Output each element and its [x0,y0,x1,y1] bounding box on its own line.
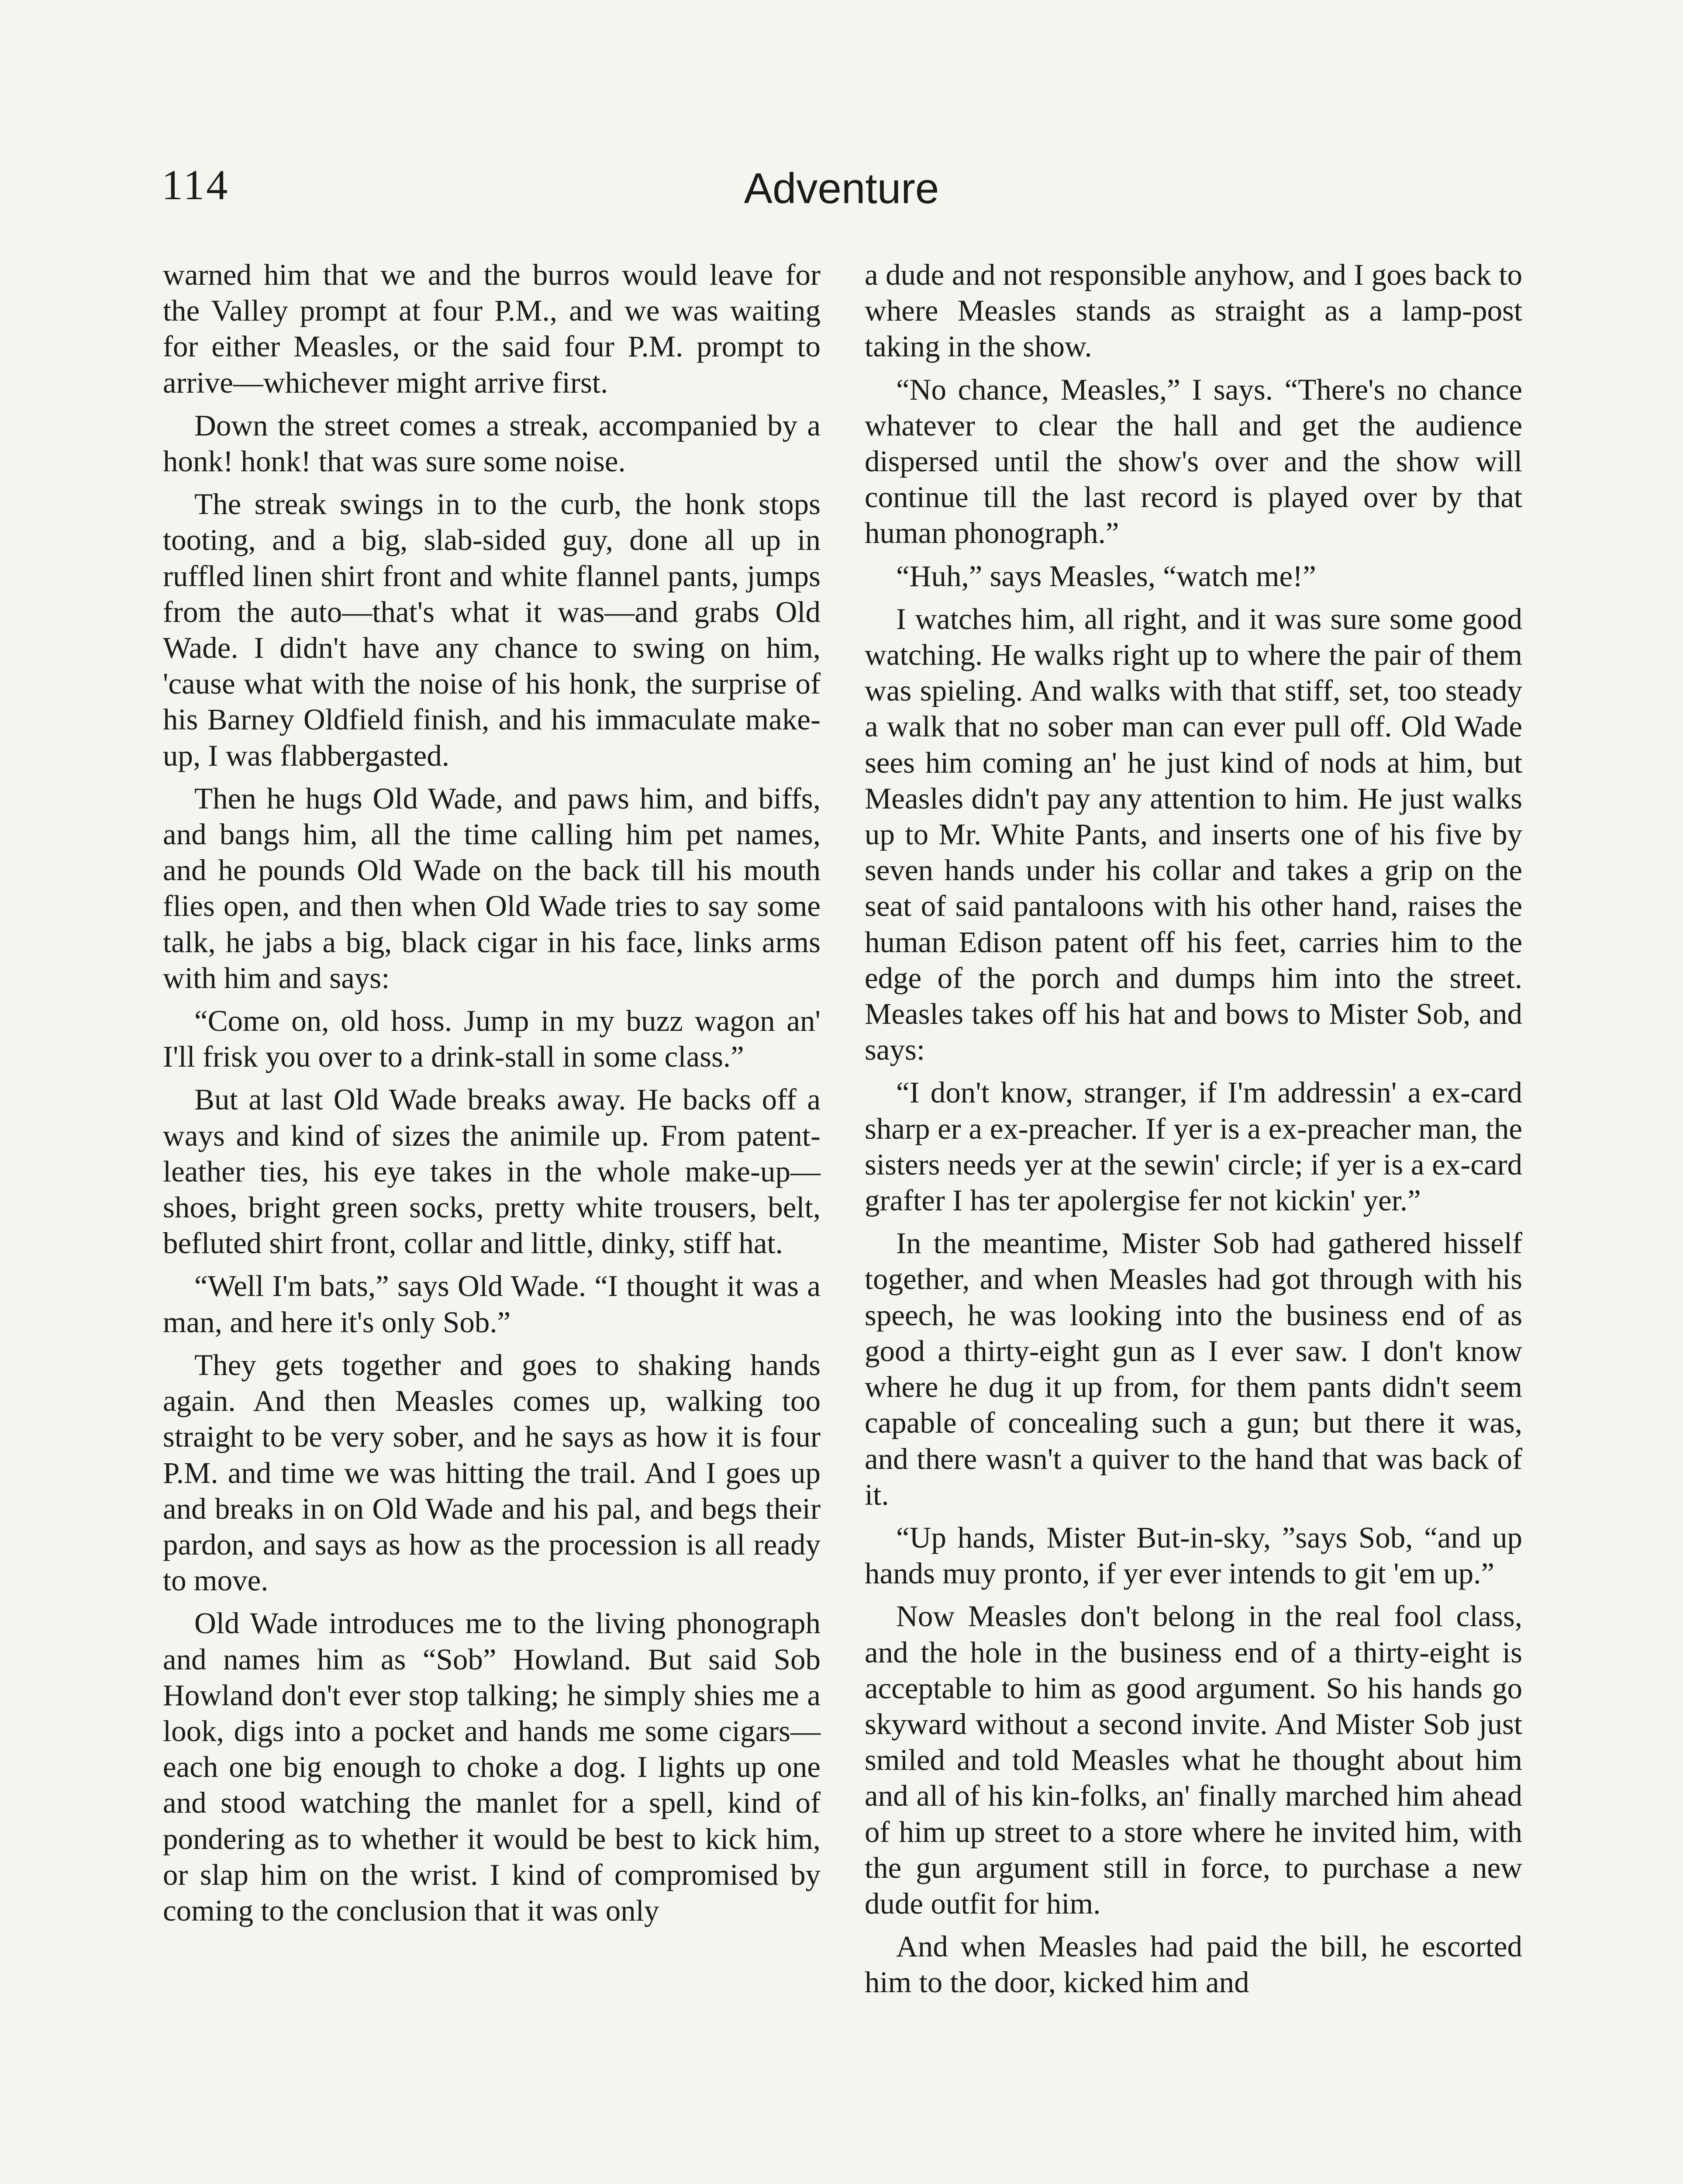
page-number: 114 [162,162,230,209]
paragraph: warned him that we and the burros would leave for the Valley prompt at four P.M., and we was waiting for either Measles, or the said four P.M. prompt to arrive—whichever might arrive first. [163,258,821,399]
paragraph: But at last Old Wade breaks away. He backs off a ways and kind of sizes the animile up. From patent-leather ties, his eye takes in the whole make-up—shoes, bright green socks, pretty white trousers, belt, befluted shirt front, collar and little, dinky, stiff hat. [163,1083,821,1260]
paragraph: “Come on, old hoss. Jump in my buzz wagon an' I'll frisk you over to a drink-stall in some class.” [163,1004,821,1074]
paragraph: The streak swings in to the curb, the honk stops tooting, and a big, slab-sided guy, done all up in ruffled linen shirt front and white flannel pants, jumps from the auto—that's what it was—and grabs Old Wade. I didn't have any chance to swing on him, 'cause what with the noise of his honk, the surprise of his Barney Oldfield finish, and his immaculate make-up, I was flabbergasted. [163,487,821,772]
paragraph: And when Measles had paid the bill, he escorted him to the door, kicked him and [865,1930,1522,1999]
paragraph: a dude and not responsible anyhow, and I goes back to where Measles stands as straight as a lamp-post taking in the show. [865,258,1522,363]
paragraph: Now Measles don't belong in the real fool class, and the hole in the business end of a thirty-eight is acceptable to him as good argument. So his hands go skyward without a second invite. And Mister Sob just smiled and told Measles what he thought about him and all of his kin-folks, an' finally marched him ahead of him up street to a store where he invited him, with the gun argument still in force, to purchase a new dude outfit for him. [865,1600,1522,1920]
paragraph: In the meantime, Mister Sob had gathered hisself together, and when Measles had got through with his speech, he was looking into the business end of as good a thirty-eight gun as I ever saw. I don't know where he dug it up from, for them pants didn't seem capable of concealing such a gun; but there it was, and there wasn't a quiver to the hand that was back of it. [865,1227,1522,1511]
paragraph: “No chance, Measles,” I says. “There's no chance whatever to clear the hall and get the audience dispersed until the show's over and the show will continue till the last record is played over by that human phonograph.” [865,373,1522,550]
paragraph: “Huh,” says Measles, “watch me!” [896,559,1316,593]
left-column [163,257,821,1928]
paragraph: They gets together and goes to shaking hands again. And then Measles comes up, walking too straight to be very sober, and he says as how it is four P.M. and time we was hitting the trail. And I goes up and breaks in on Old Wade and his pal, and begs their pardon, and says as how as the procession is all ready to move. [163,1348,821,1597]
paragraph: I watches him, all right, and it was sure some good watching. He walks right up to where the pair of them was spieling. And walks with that stiff, set, too steady a walk that no sober man can ever pull off. Old Wade sees him coming an' he just kind of nods at him, but Measles didn't pay any attention to him. He just walks up to Mr. White Pants, and inserts one of his five by seven hands under his collar and takes a grip on the seat of said pantaloons with his other hand, raises the human Edison patent off his feet, carries him to the edge of the porch and dumps him into the street. Measles takes off his hat and bows to Mister Sob, and says: [865,602,1522,1067]
paragraph: Then he hugs Old Wade, and paws him, and biffs, and bangs him, all the time calling him pet names, and he pounds Old Wade on the back till his mouth flies open, and then when Old Wade tries to say some talk, he jabs a big, black cigar in his face, links arms with him and says: [163,781,821,995]
paragraph: Down the street comes a streak, accompanied by a honk! honk! that was sure some noise. [163,408,821,478]
paragraph: “I don't know, stranger, if I'm addressin' a ex-card sharp er a ex-preacher. If yer is a ex-preacher man, the sisters needs yer at the sewin' circle; if yer is a ex-card grafter I has ter apolergise fer not kickin' yer.” [865,1076,1522,1217]
right-column [865,257,1522,2001]
paragraph: Old Wade introduces me to the living phonograph and names him as “Sob” Howland. But said Sob Howland don't ever stop talking; he simply shies me a look, digs into a pocket and hands me some cigars—each one big enough to choke a dog. I lights up one and stood watching the manlet for a spell, kind of pondering as to whether it would be best to kick him, or slap him on the wrist. I kind of compromised by coming to the conclusion that it was only [163,1607,821,1927]
paragraph: “Up hands, Mister But-in-sky, ”says Sob, “and up hands muy pronto, if yer ever intends to git 'em up.” [865,1521,1522,1590]
paragraph: “Well I'm bats,” says Old Wade. “I thought it was a man, and here it's only Sob.” [163,1269,821,1339]
running-title: Adventure [744,164,939,212]
